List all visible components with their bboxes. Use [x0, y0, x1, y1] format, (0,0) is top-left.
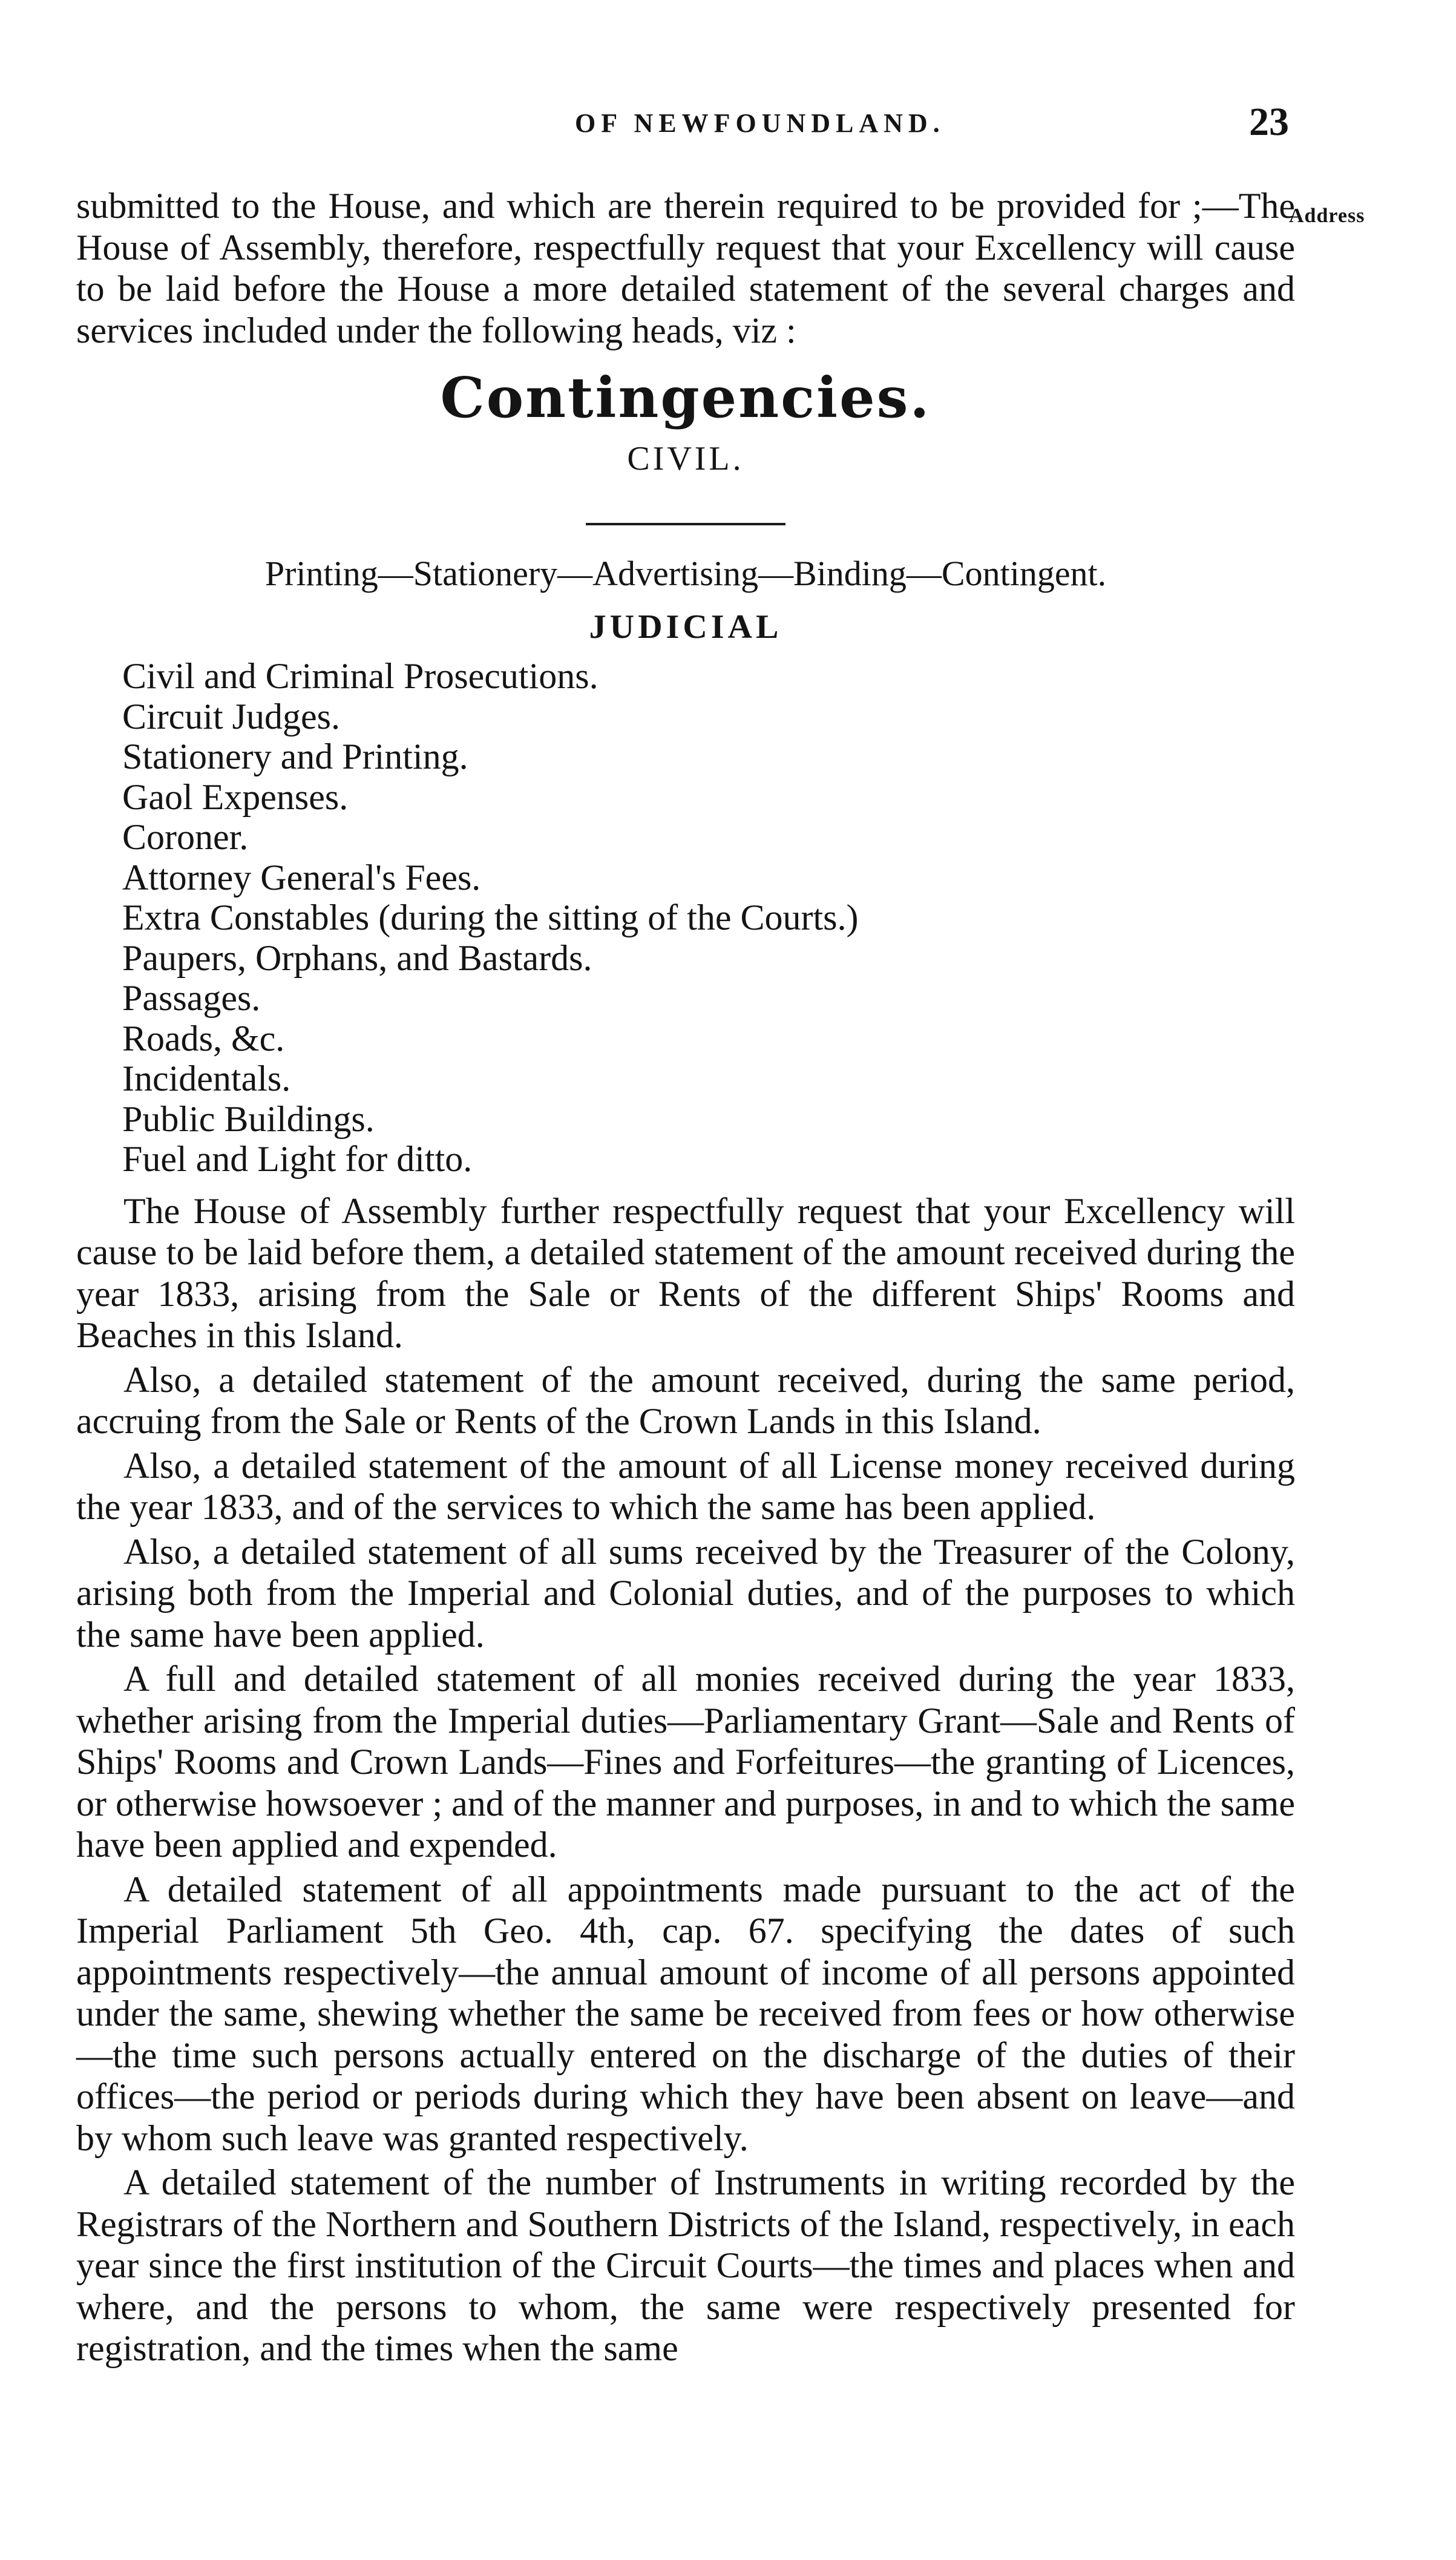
request-paragraph: A full and detailed statement of all monies received during the year 1833, whether arising from the Imperial duties—Parliamentary Grant—Sale and Rents of Ships' Rooms and Crown Lands—Fines and Forfeitures—the granting of Licences, or otherwise howsoever ; and of the manner and purposes, in and to which the same have been applied and expended.	[76, 1659, 1295, 1865]
list-item: Public Buildings.	[122, 1098, 375, 1139]
judicial-list	[76, 656, 1295, 1180]
list-item: Paupers, Orphans, and Bastards.	[122, 937, 592, 978]
list-item: Gaol Expenses.	[122, 776, 349, 817]
list-item: Civil and Criminal Prosecutions.	[122, 656, 598, 696]
judicial-heading: JUDICIAL	[589, 608, 782, 646]
page-number: 23	[1249, 100, 1289, 144]
request-paragraph: Also, a detailed statement of the amount received, during the same period, accruing from the Sale or Rents of the Crown Lands in this Island.	[76, 1359, 1295, 1441]
contingencies-heading: Contingencies.	[440, 365, 931, 430]
list-item: Passages.	[122, 978, 261, 1018]
request-paragraph: A detailed statement of all appointments made pursuant to the act of the Imperial Parliament 5th Geo. 4th, cap. 67. specifying the dates of such appointments respectively—the annual amount of income of all persons appointed under the same, shewing whether the same be received from fees or how otherwise—the time such persons actually entered on the discharge of the duties of their offices—the period or periods during which they have been absent on leave—and by whom such leave was granted respectively.	[76, 1869, 1295, 2158]
margin-note: Address	[1289, 205, 1365, 227]
running-title: OF NEWFOUNDLAND.	[575, 108, 945, 138]
intro-paragraph: submitted to the House, and which are therein required to be provided for ;—The House of Assembly, therefore, respectfully request that your Excellency will cause to be laid before the House a more detailed statement of the several charges and services included under the following heads, viz :	[76, 186, 1295, 350]
civil-items: Printing—Stationery—Advertising—Binding—Contingent.	[264, 554, 1107, 593]
request-paragraph: A detailed statement of the number of Instruments in writing recorded by the Registrars of the Northern and Southern Districts of the Island, respectively, in each year since the first institution of the Circuit Courts—the times and places when and where, and the persons to whom, the same were respectively presented for registration, and the times when the same	[76, 2162, 1295, 2368]
list-item: Extra Constables (during the sitting of the Courts.)	[122, 898, 859, 937]
section-divider	[586, 523, 785, 525]
list-item: Fuel and Light for ditto.	[122, 1139, 473, 1179]
list-item: Coroner.	[122, 817, 249, 857]
running-head	[79, 100, 1289, 156]
list-item: Roads, &c.	[122, 1018, 285, 1058]
list-item: Attorney General's Fees.	[122, 857, 481, 898]
list-item: Circuit Judges.	[122, 696, 340, 737]
request-paragraph: The House of Assembly further respectfully request that your Excellency will cause to be laid before them, a detailed statement of the amount received during the year 1833, arising from the Sale or Rents of the different Ships' Rooms and Beaches in this Island.	[76, 1190, 1295, 1355]
list-item: Incidentals.	[122, 1058, 291, 1098]
list-item: Stationery and Printing.	[122, 737, 468, 776]
civil-heading: CIVIL.	[627, 440, 744, 478]
request-paragraph: Also, a detailed statement of the amount of all License money received during the year 1833, and of the services to which the same has been applied.	[76, 1445, 1295, 1527]
request-paragraph: Also, a detailed statement of all sums received by the Treasurer of the Colony, arising both from the Imperial and Colonial duties, and of the purposes to which the same have been applied.	[76, 1531, 1295, 1655]
text-block	[76, 185, 1295, 2369]
